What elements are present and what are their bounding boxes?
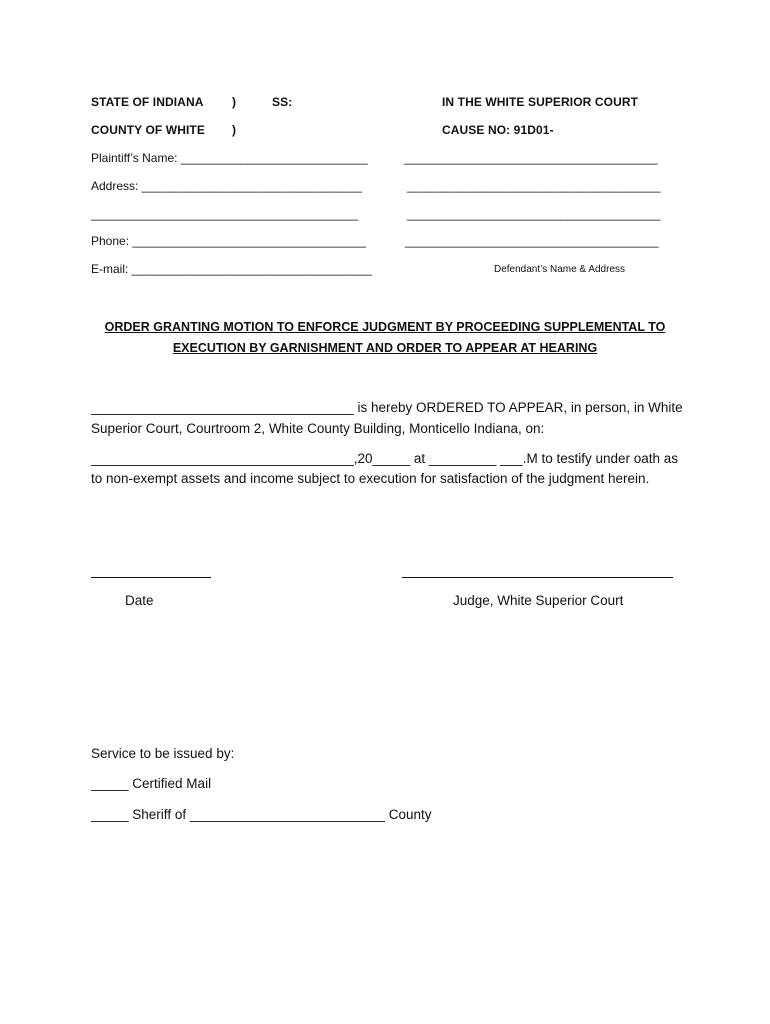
defendant-line[interactable]: ______________________________________ bbox=[407, 207, 661, 221]
judge-label: Judge, White Superior Court bbox=[453, 593, 624, 608]
defendant-line[interactable]: ______________________________________ bbox=[405, 234, 659, 248]
cause-number: CAUSE NO: 91D01- bbox=[442, 123, 554, 137]
email-field[interactable]: E-mail: ____________________________________ bbox=[91, 262, 372, 276]
date-label: Date bbox=[125, 593, 154, 608]
plaintiff-name-field[interactable]: Plaintiff’s Name: ____________________________ bbox=[91, 151, 368, 165]
caption-paren: ) bbox=[232, 95, 237, 109]
order-title-line-2: EXECUTION BY GARNISHMENT AND ORDER TO APPEAR AT HEARING bbox=[172, 341, 598, 355]
order-title-line-1: ORDER GRANTING MOTION TO ENFORCE JUDGMENT BY PROCEEDING SUPPLEMENTAL TO bbox=[104, 320, 666, 334]
date-signature-line[interactable] bbox=[91, 577, 211, 578]
judge-signature-line[interactable] bbox=[402, 577, 673, 578]
phone-field[interactable]: Phone: ___________________________________ bbox=[91, 234, 366, 248]
court-name: IN THE WHITE SUPERIOR COURT bbox=[442, 95, 639, 109]
sheriff-option[interactable]: _____ Sheriff of __________________________ County bbox=[91, 807, 432, 822]
defendant-caption: Defendant’s Name & Address bbox=[494, 264, 626, 275]
service-heading: Service to be issued by: bbox=[91, 746, 235, 761]
address-line-2[interactable]: ________________________________________ bbox=[91, 207, 358, 221]
caption-paren: ) bbox=[232, 123, 237, 137]
hearing-date-line: ___________________________________,20_____ at _________ ___.M to testify under oath as bbox=[91, 451, 679, 466]
address-field[interactable]: Address: _________________________________ bbox=[91, 179, 362, 193]
ss-label: SS: bbox=[272, 95, 293, 109]
state-label: STATE OF INDIANA bbox=[91, 95, 204, 109]
testimony-line: to non-exempt assets and income subject to execution for satisfaction of the judgment herein. bbox=[91, 471, 650, 486]
defendant-line[interactable]: ______________________________________ bbox=[404, 151, 658, 165]
defendant-line[interactable]: ______________________________________ bbox=[407, 179, 661, 193]
certified-mail-option[interactable]: _____ Certified Mail bbox=[91, 776, 212, 791]
order-appear-line: ___________________________________ is hereby ORDERED TO APPEAR, in person, in White bbox=[91, 400, 683, 415]
county-label: COUNTY OF WHITE bbox=[91, 123, 205, 137]
order-location-line: Superior Court, Courtroom 2, White County Building, Monticello Indiana, on: bbox=[91, 421, 545, 436]
